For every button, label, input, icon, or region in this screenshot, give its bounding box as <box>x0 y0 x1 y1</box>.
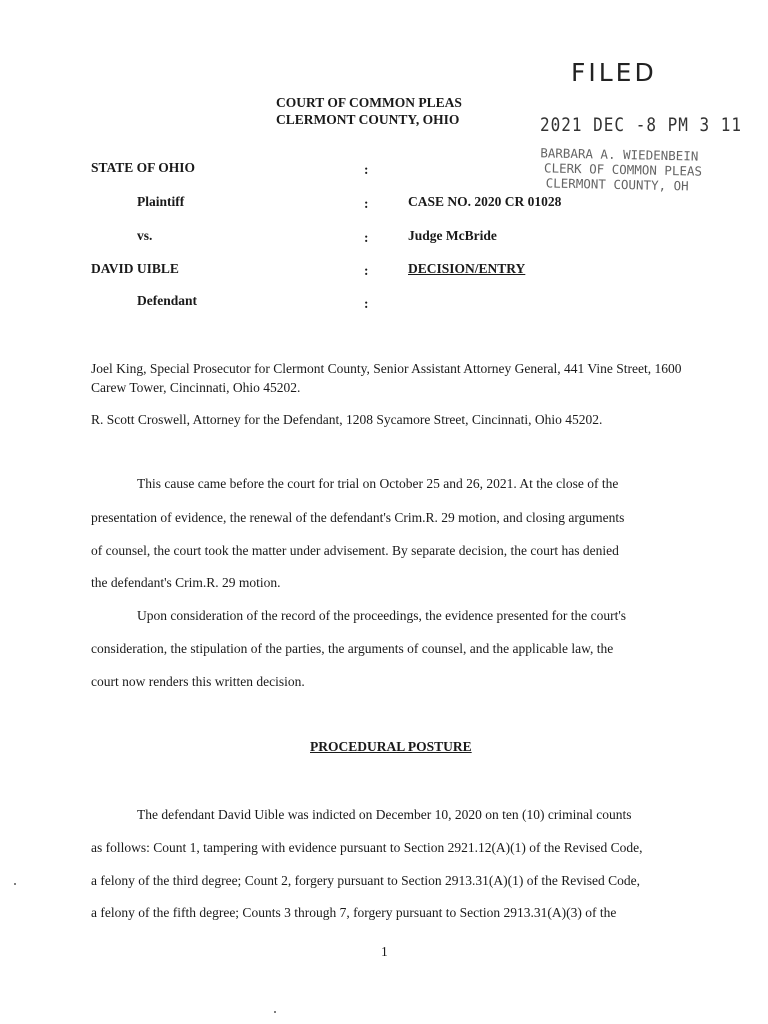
body-line: the defendant's Crim.R. 29 motion. <box>91 575 281 590</box>
body-line: a felony of the fifth degree; Counts 3 through 7, forgery pursuant to Section 2913.31(A)(3) of the <box>91 905 617 920</box>
caption-defendant: Defendant <box>137 293 197 308</box>
caption-plaintiff: Plaintiff <box>137 194 185 209</box>
court-county: CLERMONT COUNTY, OHIO <box>276 112 460 127</box>
caption-vs: vs. <box>137 228 153 243</box>
case-number: CASE NO. 2020 CR 01028 <box>408 194 562 209</box>
caption-colon: : <box>364 230 369 245</box>
body-line: Upon consideration of the record of the proceedings, the evidence presented for the court's <box>137 608 626 623</box>
caption-colon: : <box>364 263 369 278</box>
scan-speck <box>274 1011 276 1013</box>
filed-stamp: FILED <box>571 58 657 87</box>
page-number: 1 <box>381 944 388 959</box>
body-line: The defendant David Uible was indicted on December 10, 2020 on ten (10) criminal counts <box>137 807 632 822</box>
body-line: presentation of evidence, the renewal of the defendant's Crim.R. 29 motion, and closing arguments <box>91 510 625 525</box>
attorney-prosecutor: Joel King, Special Prosecutor for Clermont County, Senior Assistant Attorney General, 441 Vine Street, 1600 Carew Tower, Cincinnati, Ohio 45202. <box>91 361 682 395</box>
caption-state: STATE OF OHIO <box>91 160 196 175</box>
caption-colon: : <box>364 296 369 311</box>
caption-defendant-name: DAVID UIBLE <box>91 261 179 276</box>
body-line: a felony of the third degree; Count 2, forgery pursuant to Section 2913.31(A)(1) of the Revised Code, <box>91 873 640 888</box>
court-header <box>276 94 462 128</box>
filed-date-stamp: 2021 DEC -8 PM 3 11 <box>540 113 743 136</box>
document-type: DECISION/ENTRY <box>408 261 526 276</box>
scan-speck <box>14 883 16 885</box>
clerk-stamp-line: CLERMONT COUNTY, OH <box>545 175 689 194</box>
body-line: as follows: Count 1, tampering with evidence pursuant to Section 2921.12(A)(1) of the Revised Code, <box>91 840 643 855</box>
body-line: This cause came before the court for trial on October 25 and 26, 2021. At the close of the <box>137 476 619 491</box>
clerk-stamp-line: CLERK OF COMMON PLEAS <box>543 160 703 179</box>
judge-name: Judge McBride <box>408 228 497 243</box>
body-line: consideration, the stipulation of the parties, the arguments of counsel, and the applicable law, the <box>91 641 614 656</box>
clerk-stamp-line: BARBARA A. WIEDENBEIN <box>540 145 699 164</box>
body-line: court now renders this written decision. <box>91 674 305 689</box>
body-line: of counsel, the court took the matter under advisement. By separate decision, the court has denied <box>91 543 619 558</box>
caption-colon: : <box>364 162 369 177</box>
section-heading: PROCEDURAL POSTURE <box>310 739 472 754</box>
clerk-stamp <box>540 145 703 193</box>
attorney-defense: R. Scott Croswell, Attorney for the Defendant, 1208 Sycamore Street, Cincinnati, Ohio 45202. <box>91 412 603 427</box>
caption-colon: : <box>364 196 369 211</box>
court-name: COURT OF COMMON PLEAS <box>276 95 462 110</box>
